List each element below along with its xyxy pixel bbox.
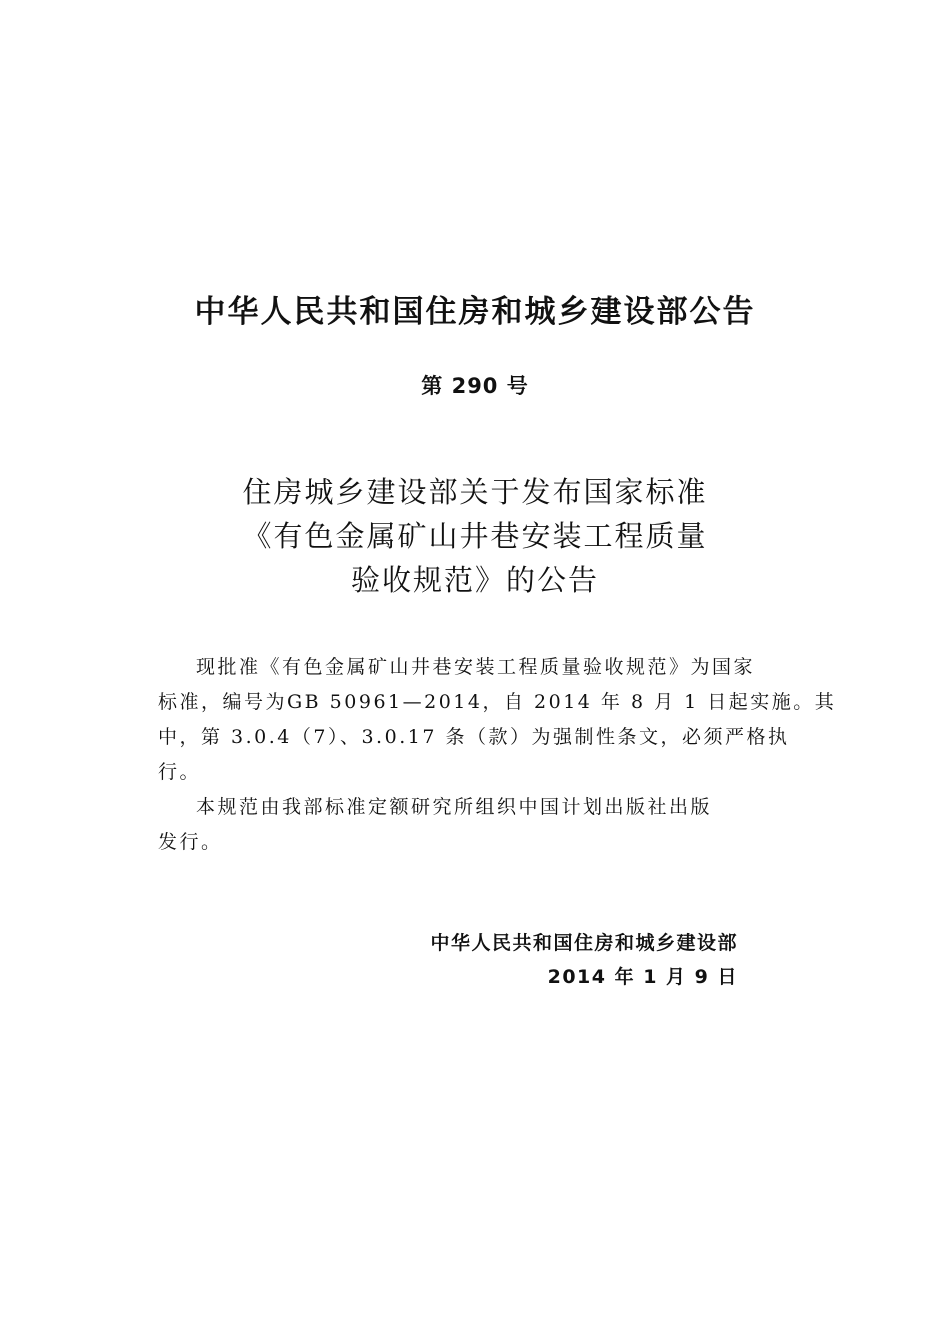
notice-heading xyxy=(0,470,950,602)
paragraph-line: 现批准《有色金属矿山井巷安装工程质量验收规范》为国家 xyxy=(196,656,756,678)
organization-title: 中华人民共和国住房和城乡建设部公告 xyxy=(194,294,756,330)
paragraph-line: 行。 xyxy=(158,761,202,783)
paragraph-line: 本规范由我部标准定额研究所组织中国计划出版社出版 xyxy=(196,796,713,818)
heading-line: 住房城乡建设部关于发布国家标准 xyxy=(242,475,708,509)
paragraph-line: 发行。 xyxy=(158,831,223,853)
heading-line: 《有色金属矿山井巷安装工程质量 xyxy=(242,519,708,553)
notice-body xyxy=(158,650,837,860)
signature-organization: 中华人民共和国住房和城乡建设部 xyxy=(430,932,738,954)
signature-date: 2014 年 1 月 9 日 xyxy=(547,966,738,988)
notice-number: 第 290 号 xyxy=(421,374,529,398)
paragraph-line: 中，第 3.0.4（7）、3.0.17 条（款）为强制性条文，必须严格执 xyxy=(158,726,790,748)
heading-line: 验收规范》的公告 xyxy=(350,563,599,597)
paragraph-line: 标准，编号为GB 50961—2014，自 2014 年 8 月 1 日起实施。其 xyxy=(158,691,837,713)
signature-block xyxy=(430,926,738,994)
